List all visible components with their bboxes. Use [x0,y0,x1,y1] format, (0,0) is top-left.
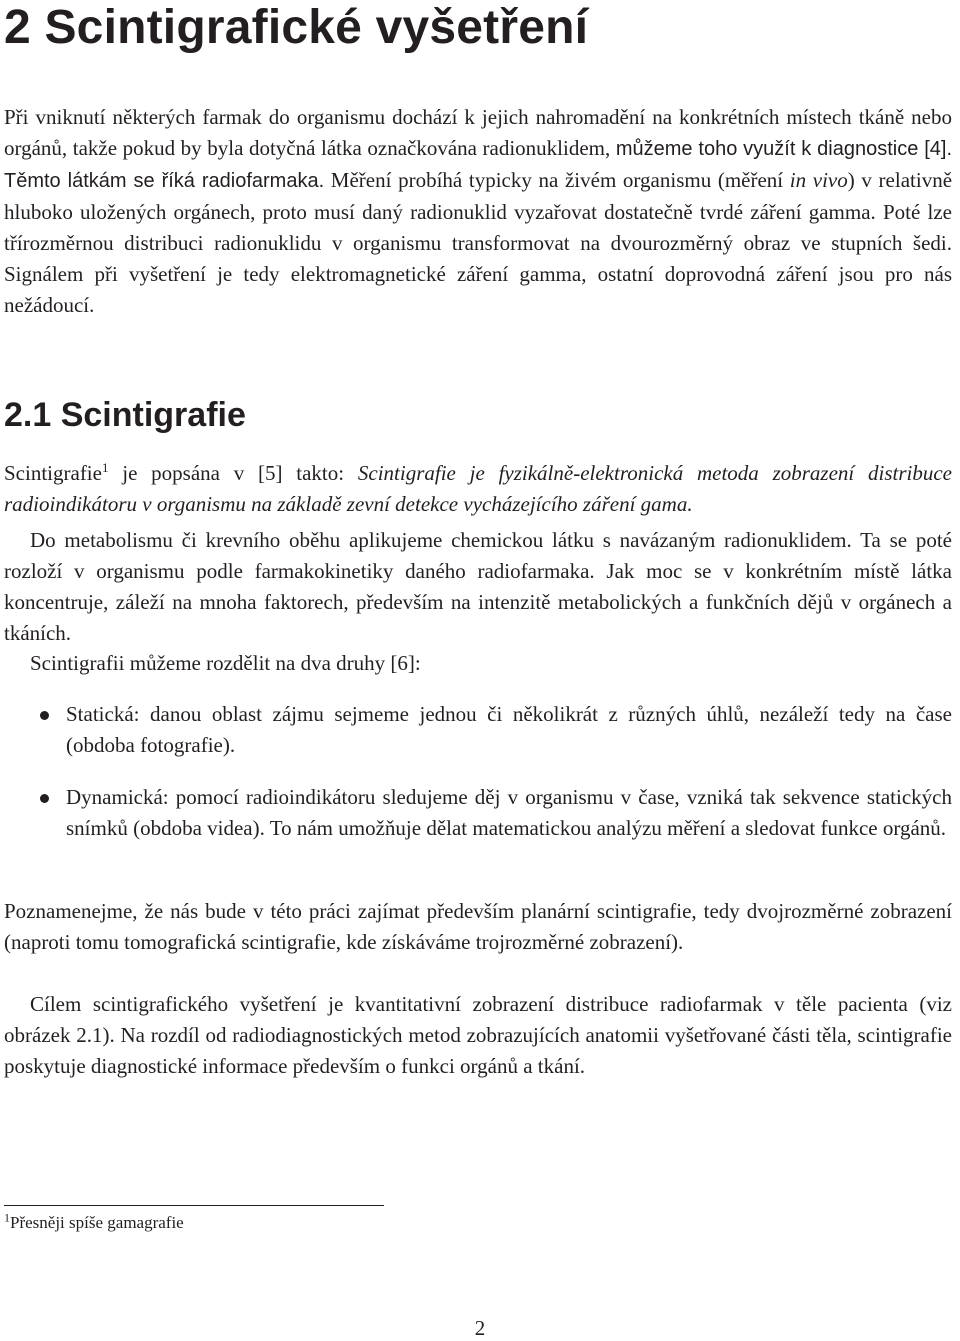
list-item-text: Statická: danou oblast zájmu sejmeme jednou či několikrát z různých úhlů, nezáleží tedy na čase (obdoba fotografie). [66,702,952,757]
intro-text-4: ) v relativně hluboko uložených orgánech, proto musí daný radionuklid vyzařovat dostatečně tvrdé záření gamma. Poté lze třírozměrnou distribuci radionuklidu v organismu transformovat na dvourozměrný obraz ve stupních šedi. Signálem při vyšetření je tedy elektromagnetické záření gamma, ostatní doprovodná záření jsou pro nás nežádoucí. [4,168,953,317]
bullet-icon [40,794,49,803]
footnote [4,1211,184,1235]
definition-lead: Scintigrafie [4,461,102,485]
list-item [4,782,952,844]
definition-paragraph [4,458,952,520]
scintigraphy-types-list [4,699,952,844]
intro-text-2: můžeme toho využít k diagnostice [4]. Těmto látkám se říká radiofarmaka. [4,138,953,192]
footnote-divider [4,1205,384,1206]
intro-italic-term: in vivo [789,168,848,192]
list-item-text: Dynamická: pomocí radioindikátoru sledujeme děj v organismu v čase, vzniká tak sekvence statických snímků (obdoba videa). To nám umožňuje dělat matematickou analýzu měření a sledovat funkce orgánů. [66,785,952,840]
intro-text-1: Při vniknutí některých farmak do organismu dochází k jejich nahromadění na konkrétních místech tkáně nebo orgánů, takže pokud by byla dotyčná látka označkována radionuklidem, [4,105,952,160]
footnote-mark: 1 [4,1210,10,1225]
goal-paragraph: Cílem scintigrafického vyšetření je kvantitativní zobrazení distribuce radiofarmak v těle pacienta (viz obrázek 2.1). Na rozdíl od radiodiagnostických metod zobrazujících anatomii vyšetřované části těla, scintigrafie poskytuje diagnostické informace především o funkci orgánů a tkání. [4,992,952,1078]
planar-paragraph: Poznamenejme, že nás bude v této práci zajímat především planární scintigrafie, tedy dvojrozměrné zobrazení (naproti tomu tomografická scintigrafie, kde získáváme trojrozměrné zobrazení). [4,899,952,954]
section-title: Scintigrafie [60,396,246,434]
section-heading [4,393,246,437]
footnote-text: Přesněji spíše gamagrafie [10,1213,184,1232]
intro-text-3: Měření probíhá typicky na živém organismu (měření [324,168,790,192]
bullet-icon [40,711,49,720]
intro-paragraph [4,102,952,321]
definition-quote: Scintigrafie je fyzikálně-elektronická metoda zobrazení distribuce radioindikátoru v organismu na základě zevní detekce vycházejícího záření gama. [4,461,953,516]
page-number: 2 [474,1316,486,1340]
chapter-title: Scintigrafické vyšetření [44,1,589,54]
metabolism-paragraph: Do metabolismu či krevního oběhu aplikujeme chemickou látku s navázaným radionuklidem. Ta se poté rozloží v organismu podle farmakokinetiky daného radiofarmaka. Jak moc se v konkrétním místě látka koncentruje, záleží na mnoha faktorech, především na intenzitě metabolických a funkčních dějů v orgánech a tkáních. [4,528,952,645]
footnote-reference[interactable]: 1 [101,460,109,476]
definition-middle: je popsána v [5] takto: [108,461,358,485]
chapter-number: 2 [4,1,31,54]
list-item [4,699,952,761]
section-number: 2.1 [4,396,52,434]
types-intro-paragraph: Scintigrafii můžeme rozdělit na dva druhy [6]: [30,651,421,675]
chapter-heading [4,0,588,56]
